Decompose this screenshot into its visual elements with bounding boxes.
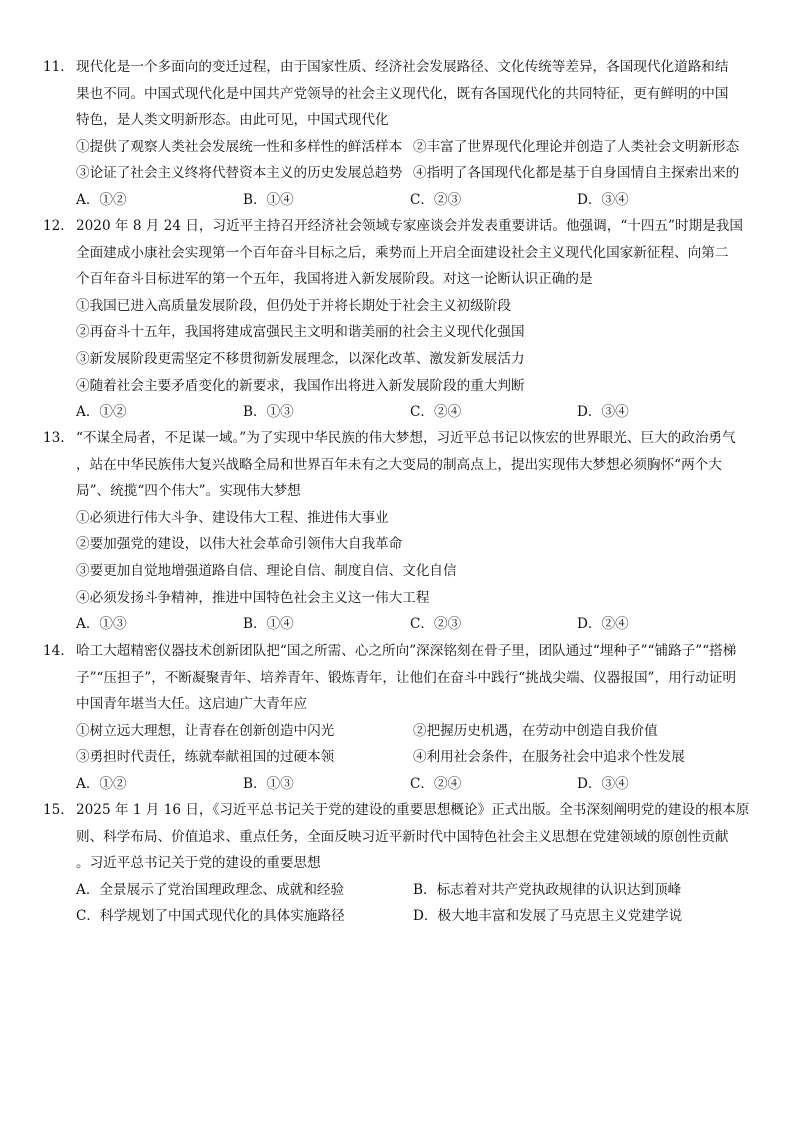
question-stem-line: 。习近平总书记关于党的建设的重要思想 <box>76 855 321 872</box>
statement-2: ②要加强党的建设，以伟大社会革命引领伟大自我革命 <box>76 536 403 553</box>
option-c[interactable]: C．科学规划了中国式现代化的具体实施路径 <box>76 908 345 925</box>
option-d[interactable]: D．③④ <box>577 191 629 208</box>
statement-4: ④必须发扬斗争精神，推进中国特色社会主义这一伟大工程 <box>76 589 430 606</box>
question-number: 14. <box>43 643 65 659</box>
answer-options <box>76 611 763 638</box>
option-a[interactable]: A．①③ <box>76 616 127 633</box>
question-13 <box>43 425 763 638</box>
question-stem-line: 特色，是人类文明新形态。由此可见，中国式现代化 <box>76 112 389 129</box>
question-number: 12. <box>43 218 65 234</box>
question-stem-line: 局”、统揽“四个伟大”。实现伟大梦想 <box>76 483 301 500</box>
question-stem-line: 现代化是一个多面向的变迁过程，由于国家性质、经济社会发展路径、文化传统等差异，各国现代化道路和结 <box>76 59 729 75</box>
option-d[interactable]: D．③④ <box>577 404 629 421</box>
question-stem-line: 哈工大超精密仪器技术创新团队把“国之所需、心之所向”深深铭刻在骨子里，团队通过“埋种子”“铺路子”“搭梯 <box>76 643 737 659</box>
statement-row <box>76 134 763 161</box>
statement-1: ①提供了观察人类社会发展统一性和多样性的鲜活样本 <box>76 138 403 155</box>
question-number: 13. <box>43 430 65 446</box>
option-a[interactable]: A．①② <box>76 775 127 792</box>
answer-options-row <box>76 877 763 904</box>
question-stem-line: 全面建成小康社会实现第一个百年奋斗目标之后，乘势而上开启全面建设社会主义现代化国家新征程、向第二 <box>76 244 729 261</box>
statement-2: ②丰富了世界现代化理论并创造了人类社会文明新形态 <box>413 138 740 155</box>
option-d[interactable]: D．②④ <box>577 616 629 633</box>
answer-options <box>76 771 763 798</box>
question-stem-line: 则、科学布局、价值追求、重点任务，全面反映习近平新时代中国特色社会主义思想在党建领域的原创性贡献 <box>76 828 729 845</box>
question-12 <box>43 213 763 426</box>
statement-2: ②再奋斗十五年，我国将建成富强民主文明和谐美丽的社会主义现代化强国 <box>76 324 525 341</box>
question-stem-line: 个百年奋斗目标进军的第一个五年，我国将进入新发展阶段。对这一论断认识正确的是 <box>76 271 593 288</box>
option-b[interactable]: B．标志着对共产党执政规律的认识达到顶峰 <box>413 881 682 898</box>
statement-3: ③要更加自觉地增强道路自信、理论自信、制度自信、文化自信 <box>76 562 457 579</box>
statement-1: ①我国已进入高质量发展阶段，但仍处于并将长期处于社会主义初级阶段 <box>76 297 511 314</box>
option-d[interactable]: D．极大地丰富和发展了马克思主义党建学说 <box>413 908 683 925</box>
question-number: 15. <box>43 802 65 818</box>
statement-1: ①树立远大理想，让青春在创新创造中闪光 <box>76 722 335 739</box>
question-stem-line: “不谋全局者，不足谋一域。”为了实现中华民族的伟大梦想，习近平总书记以恢宏的世界眼光、巨大的政治勇气 <box>76 430 736 446</box>
option-c[interactable]: C．②④ <box>410 404 462 421</box>
option-a[interactable]: A．①② <box>76 191 127 208</box>
option-b[interactable]: B．①③ <box>243 775 294 792</box>
statement-3: ③论证了社会主义终将代替资本主义的历史发展总趋势 <box>76 165 403 182</box>
option-c[interactable]: C．②③ <box>410 616 462 633</box>
statement-row <box>76 718 763 745</box>
question-stem-line: 果也不同。中国式现代化是中国共产党领导的社会主义现代化，既有各国现代化的共同特征，更有鲜明的中国 <box>76 85 729 102</box>
option-b[interactable]: B．①④ <box>243 616 294 633</box>
option-b[interactable]: B．①③ <box>243 404 294 421</box>
question-stem-line: 子”“压担子”，不断凝聚青年、培养青年、锻炼青年，让他们在奋斗中践行“挑战尖端、仪器报国”，用行动证明 <box>76 669 737 686</box>
option-d[interactable]: D．③④ <box>577 775 629 792</box>
statement-1: ①必须进行伟大斗争、建设伟大工程、推进伟大事业 <box>76 509 389 526</box>
statement-3: ③勇担时代责任，练就奉献祖国的过硬本领 <box>76 749 335 766</box>
statement-4: ④利用社会条件，在服务社会中追求个性发展 <box>413 749 685 766</box>
question-14 <box>43 638 763 798</box>
answer-options-row <box>76 903 763 930</box>
statement-4: ④指明了各国现代化都是基于自身国情自主探索出来的 <box>413 165 740 182</box>
option-c[interactable]: C．②③ <box>410 191 462 208</box>
question-stem-line: 2020 年 8 月 24 日，习近平主持召开经济社会领域专家座谈会并发表重要讲话。他强调，“十四五”时期是我国 <box>76 218 743 234</box>
question-stem-line: 中国青年堪当大任。这启迪广大青年应 <box>76 696 308 713</box>
question-11 <box>43 54 763 214</box>
option-c[interactable]: C．②④ <box>410 775 462 792</box>
option-a[interactable]: A．全景展示了党治国理政理念、成就和经验 <box>76 881 345 898</box>
answer-options <box>76 399 763 426</box>
question-15 <box>43 797 763 930</box>
statement-3: ③新发展阶段更需坚定不移贯彻新发展理念，以深化改革、激发新发展活力 <box>76 350 525 367</box>
answer-options <box>76 187 763 214</box>
question-stem-line: ，站在中华民族伟大复兴战略全局和世界百年未有之大变局的制高点上，提出实现伟大梦想必须胸怀“两个大 <box>76 456 722 473</box>
statement-4: ④随着社会主要矛盾变化的新要求，我国作出将进入新发展阶段的重大判断 <box>76 377 525 394</box>
question-stem-line: 2025 年 1 月 16 日，《习近平总书记关于党的建设的重要思想概论》正式出版。全书深刻阐明党的建设的根本原 <box>76 802 750 818</box>
option-a[interactable]: A．①② <box>76 404 127 421</box>
statement-2: ②把握历史机遇，在劳动中创造自我价值 <box>413 722 658 739</box>
statement-row <box>76 744 763 771</box>
option-b[interactable]: B．①④ <box>243 191 294 208</box>
question-number: 11. <box>43 59 65 75</box>
statement-row <box>76 160 763 187</box>
